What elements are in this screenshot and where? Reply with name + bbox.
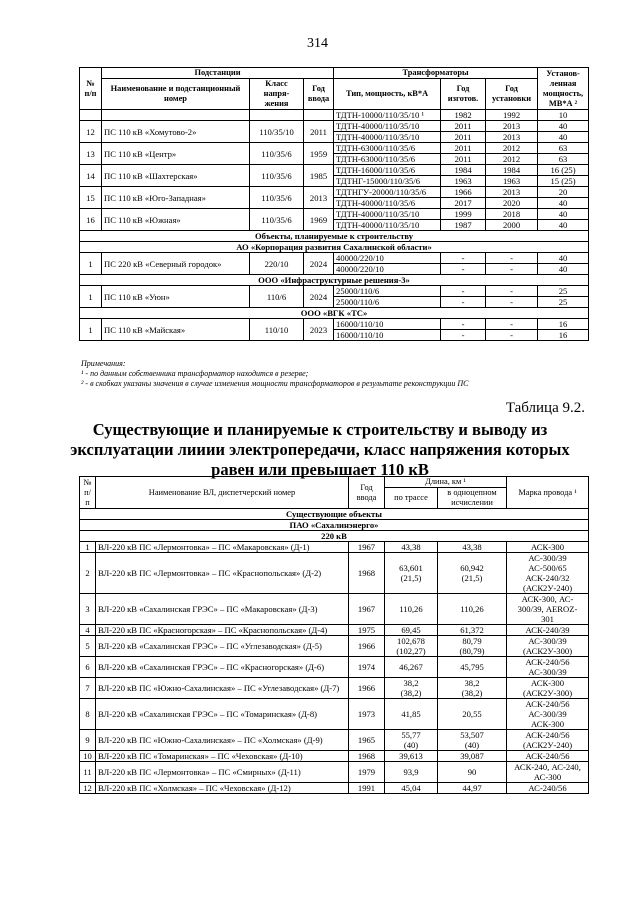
length-route: 46,267: [385, 657, 438, 678]
transformer-installed: 2018: [486, 209, 538, 220]
table-row: [80, 110, 589, 121]
row-number: 1: [80, 542, 96, 553]
substation-voltage: 110/35/6: [250, 165, 304, 187]
row-number: 15: [80, 187, 102, 209]
substation-year: 1959: [304, 143, 334, 165]
substation-name: ПС 110 кВ «Хомутово-2»: [102, 121, 250, 143]
row-number: 7: [80, 678, 96, 699]
transformer-type: ТДТН-63000/110/35/6: [334, 143, 441, 154]
section-existing: Существующие объекты: [80, 509, 589, 520]
page-number: 314: [307, 36, 328, 51]
transformer-installed: -: [486, 319, 538, 330]
table-row: [80, 143, 589, 154]
section-voltage: 220 кВ: [80, 531, 589, 542]
section-org: АО «Корпорация развития Сахалинской области»: [80, 242, 589, 253]
transformer-made: 1966: [441, 187, 486, 198]
wire-brand: АСК-300: [507, 542, 589, 553]
transformer-type: 25000/110/6: [334, 286, 441, 297]
transformer-power: 25: [538, 297, 589, 308]
wire-brand: АС-300/39 (АСК2У-300): [507, 636, 589, 657]
page-title: Существующие и планируемые к строительству и выводу из эксплуатации лииии электропередачи, класс напряжения которых равен или превышает 110 кВ: [70, 420, 570, 479]
substation-name: ПС 110 кВ «Центр»: [102, 143, 250, 165]
line-name: ВЛ-220 кВ ПС «Томаринская» – ПС «Чеховская» (Д-10): [96, 751, 349, 762]
transformer-power: 10: [538, 110, 589, 121]
substation-name: ПС 110 кВ «Уюн»: [102, 286, 250, 308]
transformer-power: 63: [538, 143, 589, 154]
substation-voltage: 110/10: [250, 319, 304, 341]
transformer-made: 1963: [441, 176, 486, 187]
header-single: в одноцепном исчислении: [438, 488, 507, 509]
notes-title: Примечания:: [81, 359, 126, 368]
row-number: 1: [80, 286, 102, 308]
transformer-made: 1999: [441, 209, 486, 220]
transformer-installed: 2012: [486, 154, 538, 165]
length-route: 63,601 (21,5): [385, 553, 438, 594]
length-single: 110,26: [438, 594, 507, 625]
note-1: ¹ - по данным собственника трансформатор находится в резерве;: [81, 369, 309, 378]
transformer-installed: -: [486, 297, 538, 308]
line-year: 1975: [349, 625, 385, 636]
substation-voltage: 110/35/6: [250, 143, 304, 165]
line-year: 1973: [349, 699, 385, 730]
table-row: [80, 625, 589, 636]
header-type: Тип, мощность, кВ*А: [334, 79, 441, 110]
transformer-power: 40: [538, 264, 589, 275]
wire-brand: АСК-240/56 АС-300/39 АСК-300: [507, 699, 589, 730]
row-number: 1: [80, 319, 102, 341]
transformer-type: ТДТН-40000/110/35/10: [334, 220, 441, 231]
length-single: 38,2 (38,2): [438, 678, 507, 699]
table-row: [80, 253, 589, 264]
transformer-type: ТДТН-40000/110/35/10: [334, 132, 441, 143]
lines-table: [79, 476, 589, 794]
length-single: 43,38: [438, 542, 507, 553]
length-single: 80,79 (80,79): [438, 636, 507, 657]
table-label: Таблица 9.2.: [505, 400, 585, 416]
transformer-made: 1982: [441, 110, 486, 121]
length-route: 69,45: [385, 625, 438, 636]
transformer-power: 16: [538, 319, 589, 330]
transformer-power: 20: [538, 187, 589, 198]
section-row: [80, 308, 589, 319]
section-org: ООО «Инфраструктурные решения-3»: [80, 275, 589, 286]
substation-name: ПС 110 кВ «Шахтерская»: [102, 165, 250, 187]
transformer-power: 16: [538, 330, 589, 341]
table-row: [80, 553, 589, 594]
transformer-made: -: [441, 297, 486, 308]
length-single: 53,507 (40): [438, 730, 507, 751]
transformer-power: 40: [538, 220, 589, 231]
table-row: [80, 783, 589, 794]
row-number: 1: [80, 253, 102, 275]
transformer-power: 15 (25): [538, 176, 589, 187]
table-row: [80, 187, 589, 198]
table-row: [80, 209, 589, 220]
wire-brand: АСК-240/56 (АСК2У-240): [507, 730, 589, 751]
transformer-made: 2011: [441, 132, 486, 143]
line-year: 1966: [349, 636, 385, 657]
transformer-installed: -: [486, 264, 538, 275]
line-name: ВЛ-220 кВ ПС «Южно-Сахалинская» – ПС «Холмская» (Д-9): [96, 730, 349, 751]
header-name: Наименование и подстанционный номер: [102, 79, 250, 110]
transformer-installed: 2013: [486, 121, 538, 132]
transformer-installed: 2000: [486, 220, 538, 231]
header-installed: Год установки: [486, 79, 538, 110]
transformer-power: 40: [538, 209, 589, 220]
line-year: 1965: [349, 730, 385, 751]
transformer-type: ТДТНГУ-20000/110/35/6: [334, 187, 441, 198]
row-number: 10: [80, 751, 96, 762]
transformer-installed: 1963: [486, 176, 538, 187]
length-route: 43,38: [385, 542, 438, 553]
transformer-made: 1987: [441, 220, 486, 231]
transformer-type: 16000/110/10: [334, 319, 441, 330]
table-row: [80, 699, 589, 730]
substations-body: [80, 110, 589, 341]
transformer-type: ТДТН-16000/110/35/6: [334, 165, 441, 176]
line-year: 1979: [349, 762, 385, 783]
line-name: ВЛ-220 кВ «Сахалинская ГРЭС» – ПС «Томаринская» (Д-8): [96, 699, 349, 730]
line-year: 1968: [349, 553, 385, 594]
row-number: 14: [80, 165, 102, 187]
transformer-made: 2011: [441, 143, 486, 154]
wire-brand: АС-240/56: [507, 783, 589, 794]
section-row: [80, 231, 589, 242]
substation-voltage: 220/10: [250, 253, 304, 275]
header-year: Год ввода: [304, 79, 334, 110]
transformer-made: -: [441, 264, 486, 275]
transformer-installed: 1984: [486, 165, 538, 176]
header-voltage: Класс напря-жения: [250, 79, 304, 110]
row-number: 13: [80, 143, 102, 165]
line-year: 1968: [349, 751, 385, 762]
substation-voltage: 110/35/6: [250, 187, 304, 209]
transformer-installed: 2013: [486, 187, 538, 198]
transformer-made: -: [441, 330, 486, 341]
row-number: 3: [80, 594, 96, 625]
transformer-type: ТДТН-10000/110/35/10 ¹: [334, 110, 441, 121]
transformer-power: 40: [538, 132, 589, 143]
header-power: Установ-ленная мощность, МВ*А ²: [538, 68, 589, 110]
section-org: ООО «ВГК «ТС»: [80, 308, 589, 319]
section-planned: Объекты, планируемые к строительству: [80, 231, 589, 242]
transformer-power: 16 (25): [538, 165, 589, 176]
transformer-type: 25000/110/6: [334, 297, 441, 308]
row-number: 11: [80, 762, 96, 783]
transformer-installed: -: [486, 253, 538, 264]
length-single: 61,372: [438, 625, 507, 636]
transformer-made: -: [441, 319, 486, 330]
transformer-type: ТДТН-40000/110/35/10: [334, 209, 441, 220]
row-number: 16: [80, 209, 102, 231]
transformer-type: 40000/220/10: [334, 264, 441, 275]
line-year: 1966: [349, 678, 385, 699]
transformer-type: ТДТН-40000/110/35/10: [334, 121, 441, 132]
transformer-type: ТДТНГ-15000/110/35/6: [334, 176, 441, 187]
table-row: [80, 165, 589, 176]
transformer-made: -: [441, 286, 486, 297]
length-route: 41,85: [385, 699, 438, 730]
row-number: 12: [80, 121, 102, 143]
lines-body: [80, 509, 589, 794]
transformer-made: 2011: [441, 121, 486, 132]
substation-name: ПС 110 кВ «Южная»: [102, 209, 250, 231]
transformer-type: 40000/220/10: [334, 253, 441, 264]
length-route: 45,04: [385, 783, 438, 794]
line-year: 1991: [349, 783, 385, 794]
table-row: [80, 762, 589, 783]
wire-brand: АСК-240/39: [507, 625, 589, 636]
note-2: ² - в скобках указаны значения в случае изменения мощности трансформаторов в результате реконструкции ПС: [81, 379, 469, 388]
line-name: ВЛ-220 кВ «Сахалинская ГРЭС» – ПС «Красногорская» (Д-6): [96, 657, 349, 678]
header-route: по трассе: [385, 488, 438, 509]
header-length: Длина, км ¹: [385, 477, 507, 488]
line-name: ВЛ-220 кВ ПС «Лермонтовка» – ПС «Макаровская» (Д-1): [96, 542, 349, 553]
line-name: ВЛ-220 кВ «Сахалинская ГРЭС» – ПС «Макаровская» (Д-3): [96, 594, 349, 625]
table-row: [80, 730, 589, 751]
transformer-power: 63: [538, 154, 589, 165]
line-year: 1974: [349, 657, 385, 678]
transformer-installed: 2020: [486, 198, 538, 209]
substation-voltage: 110/35/10: [250, 121, 304, 143]
transformer-type: 16000/110/10: [334, 330, 441, 341]
row-number: 5: [80, 636, 96, 657]
length-route: 93,9: [385, 762, 438, 783]
length-single: 20,55: [438, 699, 507, 730]
substation-year: 2011: [304, 121, 334, 143]
header-substations: Подстанции: [102, 68, 334, 79]
transformer-installed: 2013: [486, 132, 538, 143]
wire-brand: АСК-300 (АСК2У-300): [507, 678, 589, 699]
transformer-power: 25: [538, 286, 589, 297]
length-single: 44,97: [438, 783, 507, 794]
substation-year: 1969: [304, 209, 334, 231]
table-row: [80, 751, 589, 762]
length-single: 90: [438, 762, 507, 783]
transformer-type: ТДТН-40000/110/35/6: [334, 198, 441, 209]
length-route: 39,613: [385, 751, 438, 762]
line-name: ВЛ-220 кВ ПС «Лермонтовка» – ПС «Смирных» (Д-11): [96, 762, 349, 783]
length-route: 38,2 (38,2): [385, 678, 438, 699]
transformer-installed: 2012: [486, 143, 538, 154]
table-row: [80, 542, 589, 553]
transformer-power: 40: [538, 198, 589, 209]
table-row: [80, 594, 589, 625]
substation-name: ПС 110 кВ «Юго-Западная»: [102, 187, 250, 209]
substation-year: 2023: [304, 319, 334, 341]
line-name: ВЛ-220 кВ ПС «Южно-Сахалинская» – ПС «Углезаводская» (Д-7): [96, 678, 349, 699]
row-number: 12: [80, 783, 96, 794]
substation-voltage: 110/35/6: [250, 209, 304, 231]
transformer-made: 1984: [441, 165, 486, 176]
line-name: ВЛ-220 кВ ПС «Красногорская» – ПС «Краснопольская» (Д-4): [96, 625, 349, 636]
transformer-made: 2011: [441, 154, 486, 165]
wire-brand: АСК-240/56: [507, 751, 589, 762]
wire-brand: АСК-300, АС- 300/39, AEROZ- 301: [507, 594, 589, 625]
wire-brand: АС-300/39 АС-500/65 АСК-240/32 (АСК2У-240): [507, 553, 589, 594]
header-transformers: Трансформаторы: [334, 68, 538, 79]
transformer-type: ТДТН-63000/110/35/6: [334, 154, 441, 165]
header-no: № п/п: [80, 477, 96, 509]
header-year: Год ввода: [349, 477, 385, 509]
length-route: 110,26: [385, 594, 438, 625]
line-name: ВЛ-220 кВ ПС «Лермонтовка» – ПС «Краснопольская» (Д-2): [96, 553, 349, 594]
substation-year: 1985: [304, 165, 334, 187]
header-no: № п/п: [80, 68, 102, 110]
header-made: Год изготов.: [441, 79, 486, 110]
substation-year: 2013: [304, 187, 334, 209]
substation-year: 2024: [304, 286, 334, 308]
substation-voltage: 110/6: [250, 286, 304, 308]
notes: [81, 359, 586, 389]
transformer-installed: 1992: [486, 110, 538, 121]
length-single: 60,942 (21,5): [438, 553, 507, 594]
substation-name: ПС 110 кВ «Майская»: [102, 319, 250, 341]
row-number: 8: [80, 699, 96, 730]
section-row: [80, 242, 589, 253]
table-row: [80, 319, 589, 330]
header-name: Наименование ВЛ, диспетчерский номер: [96, 477, 349, 509]
row-number: 4: [80, 625, 96, 636]
length-route: 102,678 (102,27): [385, 636, 438, 657]
table-row: [80, 636, 589, 657]
table-row: [80, 121, 589, 132]
transformer-installed: -: [486, 286, 538, 297]
transformer-made: -: [441, 253, 486, 264]
header-wire: Марка провода ¹: [507, 477, 589, 509]
table-row: [80, 286, 589, 297]
length-route: 55,77 (40): [385, 730, 438, 751]
substation-name: ПС 220 кВ «Северный городок»: [102, 253, 250, 275]
section-row: [80, 275, 589, 286]
transformer-power: 40: [538, 253, 589, 264]
transformer-made: 2017: [441, 198, 486, 209]
substation-year: 2024: [304, 253, 334, 275]
table-row: [80, 657, 589, 678]
line-year: 1967: [349, 542, 385, 553]
transformer-power: 40: [538, 121, 589, 132]
substations-table: [79, 67, 589, 341]
wire-brand: АСК-240, АС-240, АС-300: [507, 762, 589, 783]
line-name: ВЛ-220 кВ ПС «Холмская» – ПС «Чеховская» (Д-12): [96, 783, 349, 794]
length-single: 45,795: [438, 657, 507, 678]
row-number: 6: [80, 657, 96, 678]
table-row: [80, 678, 589, 699]
row-number: 2: [80, 553, 96, 594]
transformer-installed: -: [486, 330, 538, 341]
line-name: ВЛ-220 кВ «Сахалинская ГРЭС» – ПС «Углезаводская» (Д-5): [96, 636, 349, 657]
section-org: ПАО «Сахалинэнерго»: [80, 520, 589, 531]
line-year: 1967: [349, 594, 385, 625]
length-single: 39,087: [438, 751, 507, 762]
wire-brand: АСК-240/56 АС-300/39: [507, 657, 589, 678]
row-number: 9: [80, 730, 96, 751]
